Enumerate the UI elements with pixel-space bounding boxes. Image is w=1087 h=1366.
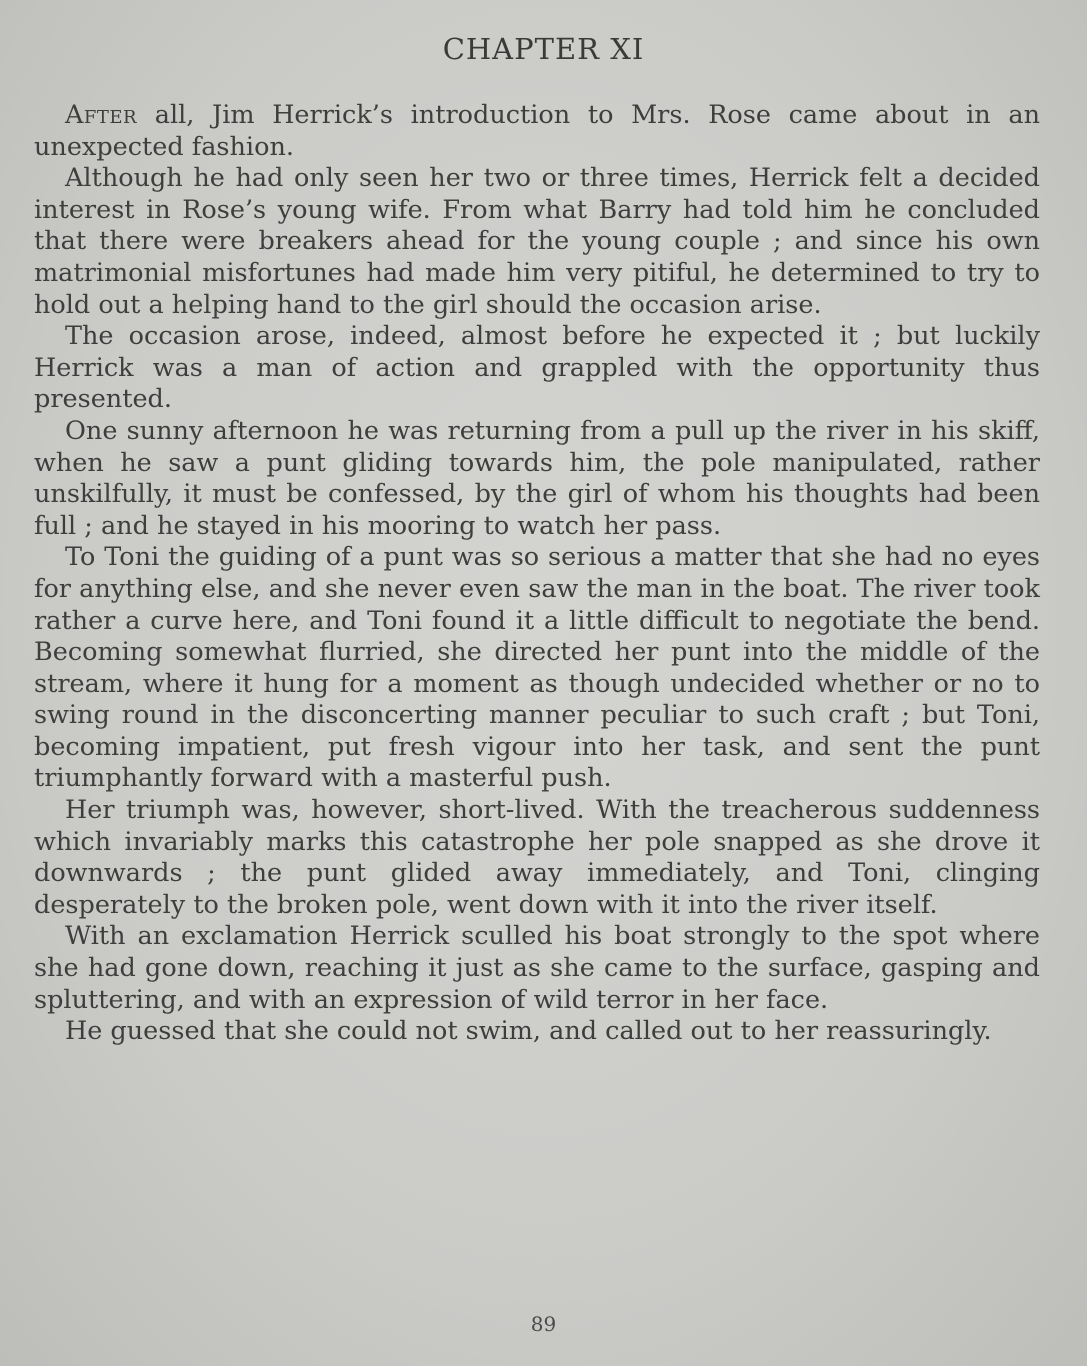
- paragraph-text: Her triumph was, however, short-lived. With the treacherous suddenness which invariably marks this catastrophe her pole snapped as she drove it downwards ; the punt glided away immediately, and Toni, clinging desperately to the broken pole, went down with it into the river itself.: [34, 795, 1040, 920]
- chapter-title: CHAPTER XI: [442, 32, 645, 66]
- paragraph: [34, 542, 1040, 795]
- body-text: [34, 100, 1040, 1048]
- paragraph-text: He guessed that she could not swim, and called out to her reassuringly.: [65, 1016, 992, 1047]
- paragraph: [34, 795, 1040, 921]
- paragraph-text: The occasion arose, indeed, almost before he expected it ; but luckily Herrick was a man of action and grappled with the opportunity thus presented.: [34, 321, 1040, 415]
- paragraph-text: Although he had only seen her two or three times, Herrick felt a decided interest in Rose’s young wife. From what Barry had told him he concluded that there were breakers ahead for the young couple ; and since his own matrimonial misfortunes had made him very pitiful, he determined to try to hold out a helping hand to the girl should the occasion arise.: [34, 163, 1040, 320]
- paragraph-text: To Toni the guiding of a punt was so serious a matter that she had no eyes for anything else, and she never even saw the man in the boat. The river took rather a curve here, and Toni found it a little difficult to negotiate the bend. Becoming somewhat flurried, she directed her punt into the middle of the stream, where it hung for a moment as though undecided whether or no to swing round in the disconcerting manner peculiar to such craft ; but Toni, becoming impatient, put fresh vigour into her task, and sent the punt triumphantly forward with a masterful push.: [34, 542, 1040, 794]
- paragraph-text: One sunny afternoon he was returning from a pull up the river in his skiff, when he saw a punt gliding towards him, the pole manipulated, rather unskilfully, it must be confessed, by the girl of whom his thoughts had been full ; and he stayed in his mooring to watch her pass.: [34, 415, 1040, 541]
- paragraph: [34, 100, 1040, 163]
- paragraph: [34, 321, 1040, 416]
- paragraph: [34, 163, 1040, 321]
- paragraph-text: all, Jim Herrick’s introduction to Mrs. Rose came about in an unexpected fashion.: [34, 100, 1040, 162]
- page-number: 89: [530, 1312, 557, 1336]
- paragraph-text: With an exclamation Herrick sculled his boat strongly to the spot where she had gone down, reaching it just as she came to the surface, gasping and spluttering, and with an expression of wild terror in her face.: [34, 921, 1040, 1015]
- paragraph: [34, 416, 1040, 542]
- paragraph-lead: After: [65, 100, 138, 130]
- paragraph: [34, 1016, 1040, 1048]
- paragraph: [34, 921, 1040, 1016]
